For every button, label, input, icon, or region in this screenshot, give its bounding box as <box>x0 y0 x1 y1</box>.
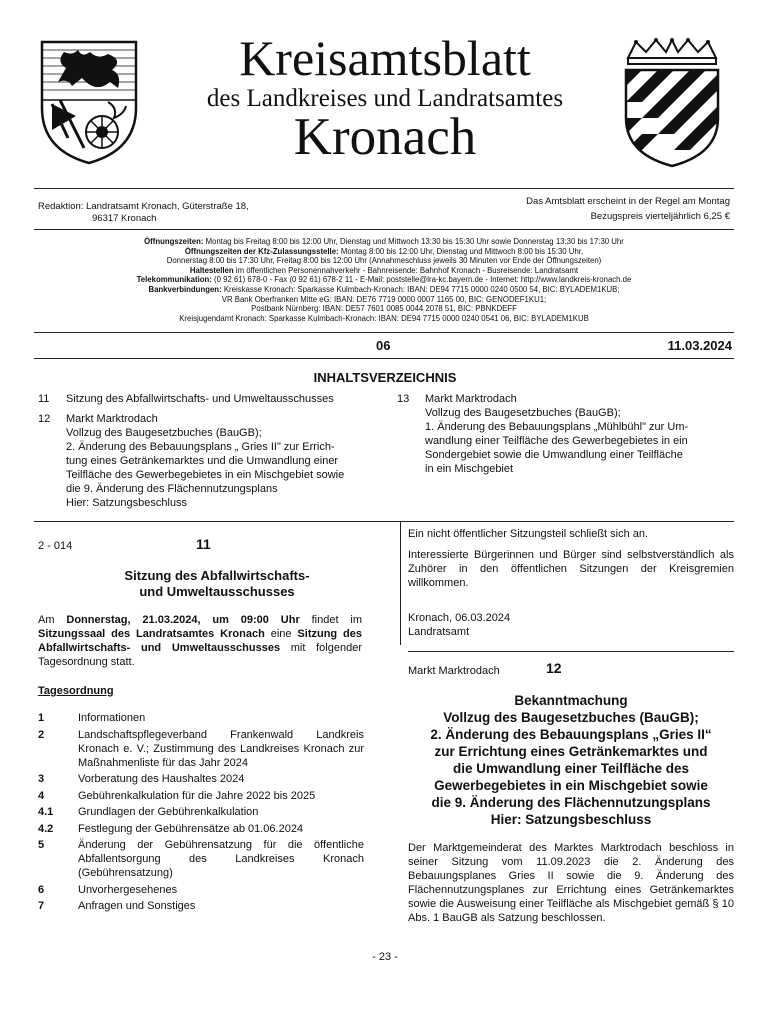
article-number: 11 <box>196 536 211 552</box>
article-ref: 2 - 014 <box>38 540 73 552</box>
agenda-item: 1 Informationen <box>38 712 146 724</box>
agenda-title: Tagesordnung <box>38 685 114 697</box>
agenda-list <box>38 711 364 916</box>
divider <box>400 521 401 645</box>
info-block: Öffnungszeiten: Montag bis Freitag 8:00 bis 12:00 Uhr, Dienstag und Mittwoch 13:30 bis 15:30 Uhr sowie Donnerstag 13:30 bis 17:30 Uhr Öffnungszeiten der Kfz-Zulassungsstelle: Montag 8:00 bis 12:00 Uhr, Dienstag und Mittwoch 8:00 bis 15:30 Uhr, Donnerstag 8:00 bis 17:30 Uhr, Freitag 8:00 bis 12:00 Uhr (Annahmeschluss jeweils 30 Minuten vor Ende der Öffnungszeiten) Haltestellen im öffentlichen Personennahverkehr - Bahnreisende: Bahnhof Kronach - Busreisende: Landratsamt Telekommunikation: (0 92 61) 678-0 - Fax (0 92 61) 678-2 11 - E-Mail: poststelle@lra-kc.bayern.de - Internet: http://www.landkreis-kronach.de Bankverbindungen: Kreiskasse Kronach: Sparkasse Kulmbach-Kronach: IBAN: DE94 7715 0000 0240 0500 54, BIC: BYLADEM1KUB; VR Bank Oberfranken Mitte eG: IBAN: DE76 7719 0000 0007 1165 00, BIC: GENODEF1KU1; Postbank Nürnberg: IBAN: DE57 7601 0085 0044 2078 51, BIC: PBNKDEFF Kreisjugendamt Kronach: Sparkasse Kulmbach-Kronach: IBAN: DE94 7715 0000 0240 0541 06, BIC: BYLADEM1KUB <box>136 237 632 323</box>
article-ref: Markt Marktrodach <box>408 665 500 677</box>
article-heading: Sitzung des Abfallwirtschafts- und Umweltausschusses <box>124 568 310 599</box>
issue-number: 06 <box>376 338 391 353</box>
masthead-subtitle: des Landkreises und Landratsamtes <box>206 85 564 112</box>
agenda-item: 4.2 Festlegung der Gebührensätze ab 01.06.2024 <box>38 822 304 835</box>
redaktion-address: 96317 Kronach <box>92 213 157 224</box>
authority: Landratsamt <box>408 626 470 638</box>
article-intro: Am Donnerstag, 21.03.2024, um 09:00 Uhr findet im Sitzungssaal des Landratsamtes Kronach eine Sitzung des Abfallwirtschafts- und Umweltausschusses mit folgender Tagesordnung statt. <box>38 614 362 668</box>
masthead-title: Kreisamtsblatt <box>239 30 531 86</box>
article-heading: Bekanntmachung Vollzug des Baugesetzbuches (BauGB); 2. Änderung des Bebauungsplans „Gries II“ zur Errichtung eines Getränkemarktes und die Umwandlung einer Teilfläche des Gewerbegebietes in ein Mischgebiet sowie die 9. Änderung des Flächennutzungsplans Hier: Satzungsbeschluss <box>430 693 712 827</box>
price-note: Bezugspreis vierteljährlich 6,25 € <box>590 211 730 222</box>
page-number: - 23 - <box>372 951 398 963</box>
divider <box>408 651 734 652</box>
agenda-item: 3 Vorberatung des Haushaltes 2024 <box>38 773 245 785</box>
closing-note: Ein nicht öffentlicher Sitzungsteil schließt sich an. <box>408 528 649 540</box>
masthead-place: Kronach <box>293 108 477 166</box>
divider <box>34 358 734 359</box>
divider <box>400 521 734 522</box>
toc-entry[interactable]: 13 Markt Marktrodach Vollzug des Baugesetzbuches (BauGB); 1. Änderung des Bebauungsplans „Mühlbühl" zur Um- wandlung einer Teilfläche des Gewerbegebietes in ein Sondergebiet sowie die Umwandlung einer Teilfläche in ein Mischgebiet <box>397 393 689 475</box>
agenda-item: 6 Unvorhergesehenes <box>38 883 178 896</box>
agenda-item: 2 Landschaftspflegeverband Frankenwald Landkreis Kronach e. V.; Zustimmung des Landkreises Kronach zur Maßnahmenliste für das Jahr 2024 <box>38 728 364 769</box>
toc-left <box>38 392 394 510</box>
redaktion-line: Redaktion: Landratsamt Kronach, Güterstraße 18, <box>38 201 249 212</box>
toc-title: INHALTSVERZEICHNIS <box>313 370 457 385</box>
agenda-item: 5 Änderung der Gebührensatzung für die öffentliche Abfallentsorgung des Landkreises Kronach (Gebührensatzung) <box>38 839 364 879</box>
article-body: Der Marktgemeinderat des Marktes Marktrodach beschloss in seiner Sitzung vom 11.09.2023 die 2. Änderung des Bebauungsplanes Gries II sowie die 9. Änderung des Flächennutzungsplanes zur Errichtung eines Getränkemarktes sowie die Ausweisung einer Teilfläche als Mischgebiet gemäß § 10 Abs. 1 BauGB als Satzung beschlossen. <box>408 842 734 924</box>
agenda-item: 4.1 Grundlagen der Gebührenkalkulation <box>38 806 259 818</box>
public-invitation: Interessierte Bürgerinnen und Bürger sind selbstverständlich als Zuhörer in den öffentlichen Sitzungen der Kreisgremien willkommen. <box>408 549 734 589</box>
divider <box>34 229 734 230</box>
agenda-item: 7 Anfragen und Sonstiges <box>38 900 196 912</box>
agenda-item: 4 Gebührenkalkulation für die Jahre 2022 bis 2025 <box>38 789 316 802</box>
place-date: Kronach, 06.03.2024 <box>408 612 511 624</box>
divider <box>34 188 734 189</box>
issue-date: 11.03.2024 <box>667 338 732 353</box>
divider <box>34 332 734 333</box>
schedule-note: Das Amtsblatt erscheint in der Regel am Montag <box>526 196 730 207</box>
divider <box>34 521 400 522</box>
toc-right <box>397 392 737 476</box>
toc-entry[interactable]: 12 Markt Marktrodach Vollzug des Baugesetzbuches (BauGB); 2. Änderung des Bebauungsplans „ Gries II" zur Errich- tung eines Getränkemarktes und die Umwandlung einer Teilfläche des Gewerbegebietes in ein Mischgebiet sowie die 9. Änderung des Flächennutzungsplans Hier: Satzungsbeschluss <box>38 413 345 509</box>
toc-entry[interactable]: 11 Sitzung des Abfallwirtschafts- und Umweltausschusses <box>38 393 334 405</box>
article-number: 12 <box>546 660 562 676</box>
